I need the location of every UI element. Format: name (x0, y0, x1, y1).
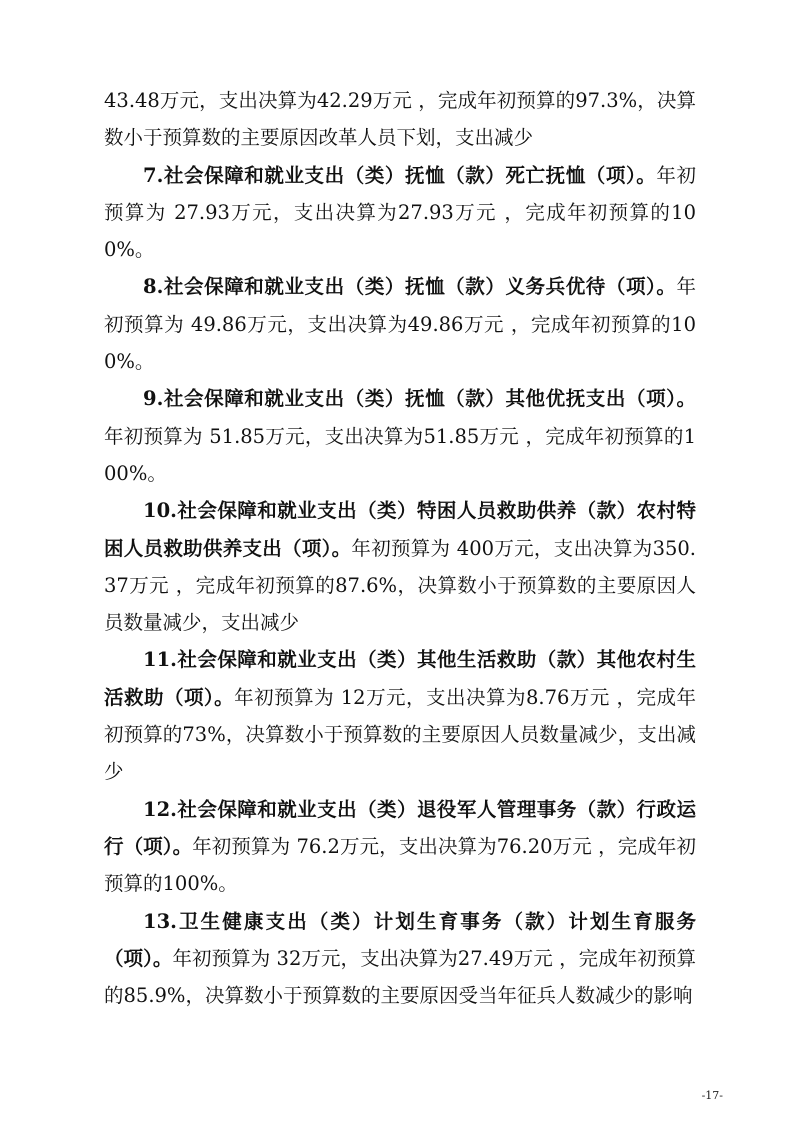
paragraph-text: 年初预算为 12万元，支出决算为8.76万元 ，完成年初预算的73%，决算数小于预算数的主要原因人员数量减少，支出减少 (104, 685, 696, 784)
paragraph-item-10 (104, 492, 696, 641)
paragraph-lead: 9.社会保障和就业支出（类）抚恤（款）其他优抚支出（项）。 (143, 387, 696, 411)
paragraph-lead: 11.社会保障和就业支出（类）其他生活救助（款）其他农村生活救助（项）。 (104, 648, 696, 709)
paragraph-text: 年初预算为 76.2万元，支出决算为76.20万元 ，完成年初预算的100%。 (104, 834, 696, 896)
paragraph-lead: 7.社会保障和就业支出（类）抚恤（款）死亡抚恤（项）。 (143, 163, 657, 187)
paragraph-text: 年初预算为 49.86万元，支出决算为49.86万元 ，完成年初预算的100%。 (104, 275, 696, 374)
paragraph-text: 年初预算为 400万元，支出决算为350.37万元 ，完成年初预算的87.6%，决算数小于预算数的主要原因人员数量减少，支出减少 (104, 536, 696, 635)
paragraph-item-11 (104, 641, 696, 790)
page-number: -17- (701, 1089, 723, 1102)
document-body (104, 82, 696, 1014)
paragraph-item-7 (104, 157, 696, 269)
paragraph-continuation (104, 82, 696, 157)
paragraph-lead: 10.社会保障和就业支出（类）特困人员救助供养（款）农村特困人员救助供养支出（项）。 (104, 499, 696, 560)
paragraph-lead: 12.社会保障和就业支出（类）退役军人管理事务（款）行政运行（项）。 (104, 797, 696, 858)
paragraph-lead: 8.社会保障和就业支出（类）抚恤（款）义务兵优待（项）。 (143, 275, 677, 299)
paragraph-text: 年初预算为 27.93万元，支出决算为27.93万元 ，完成年初预算的100%。 (104, 163, 696, 262)
paragraph-item-12 (104, 791, 696, 903)
paragraph-lead: 13.卫生健康支出（类）计划生育事务（款）计划生育服务（项）。 (104, 909, 696, 970)
paragraph-text: 43.48万元，支出决算为42.29万元 ，完成年初预算的97.3%，决算数小于预算数的主要原因改革人员下划，支出减少 (104, 89, 696, 150)
paragraph-text: 年初预算为 32万元，支出决算为27.49万元 ，完成年初预算的85.9%，决算数小于预算数的主要原因受当年征兵人数减少的影响 (104, 946, 696, 1008)
paragraph-item-8 (104, 268, 696, 380)
paragraph-text: 年初预算为 51.85万元，支出决算为51.85万元 ，完成年初预算的100%。 (104, 424, 696, 485)
paragraph-item-9 (104, 380, 696, 492)
paragraph-item-13 (104, 903, 696, 1015)
